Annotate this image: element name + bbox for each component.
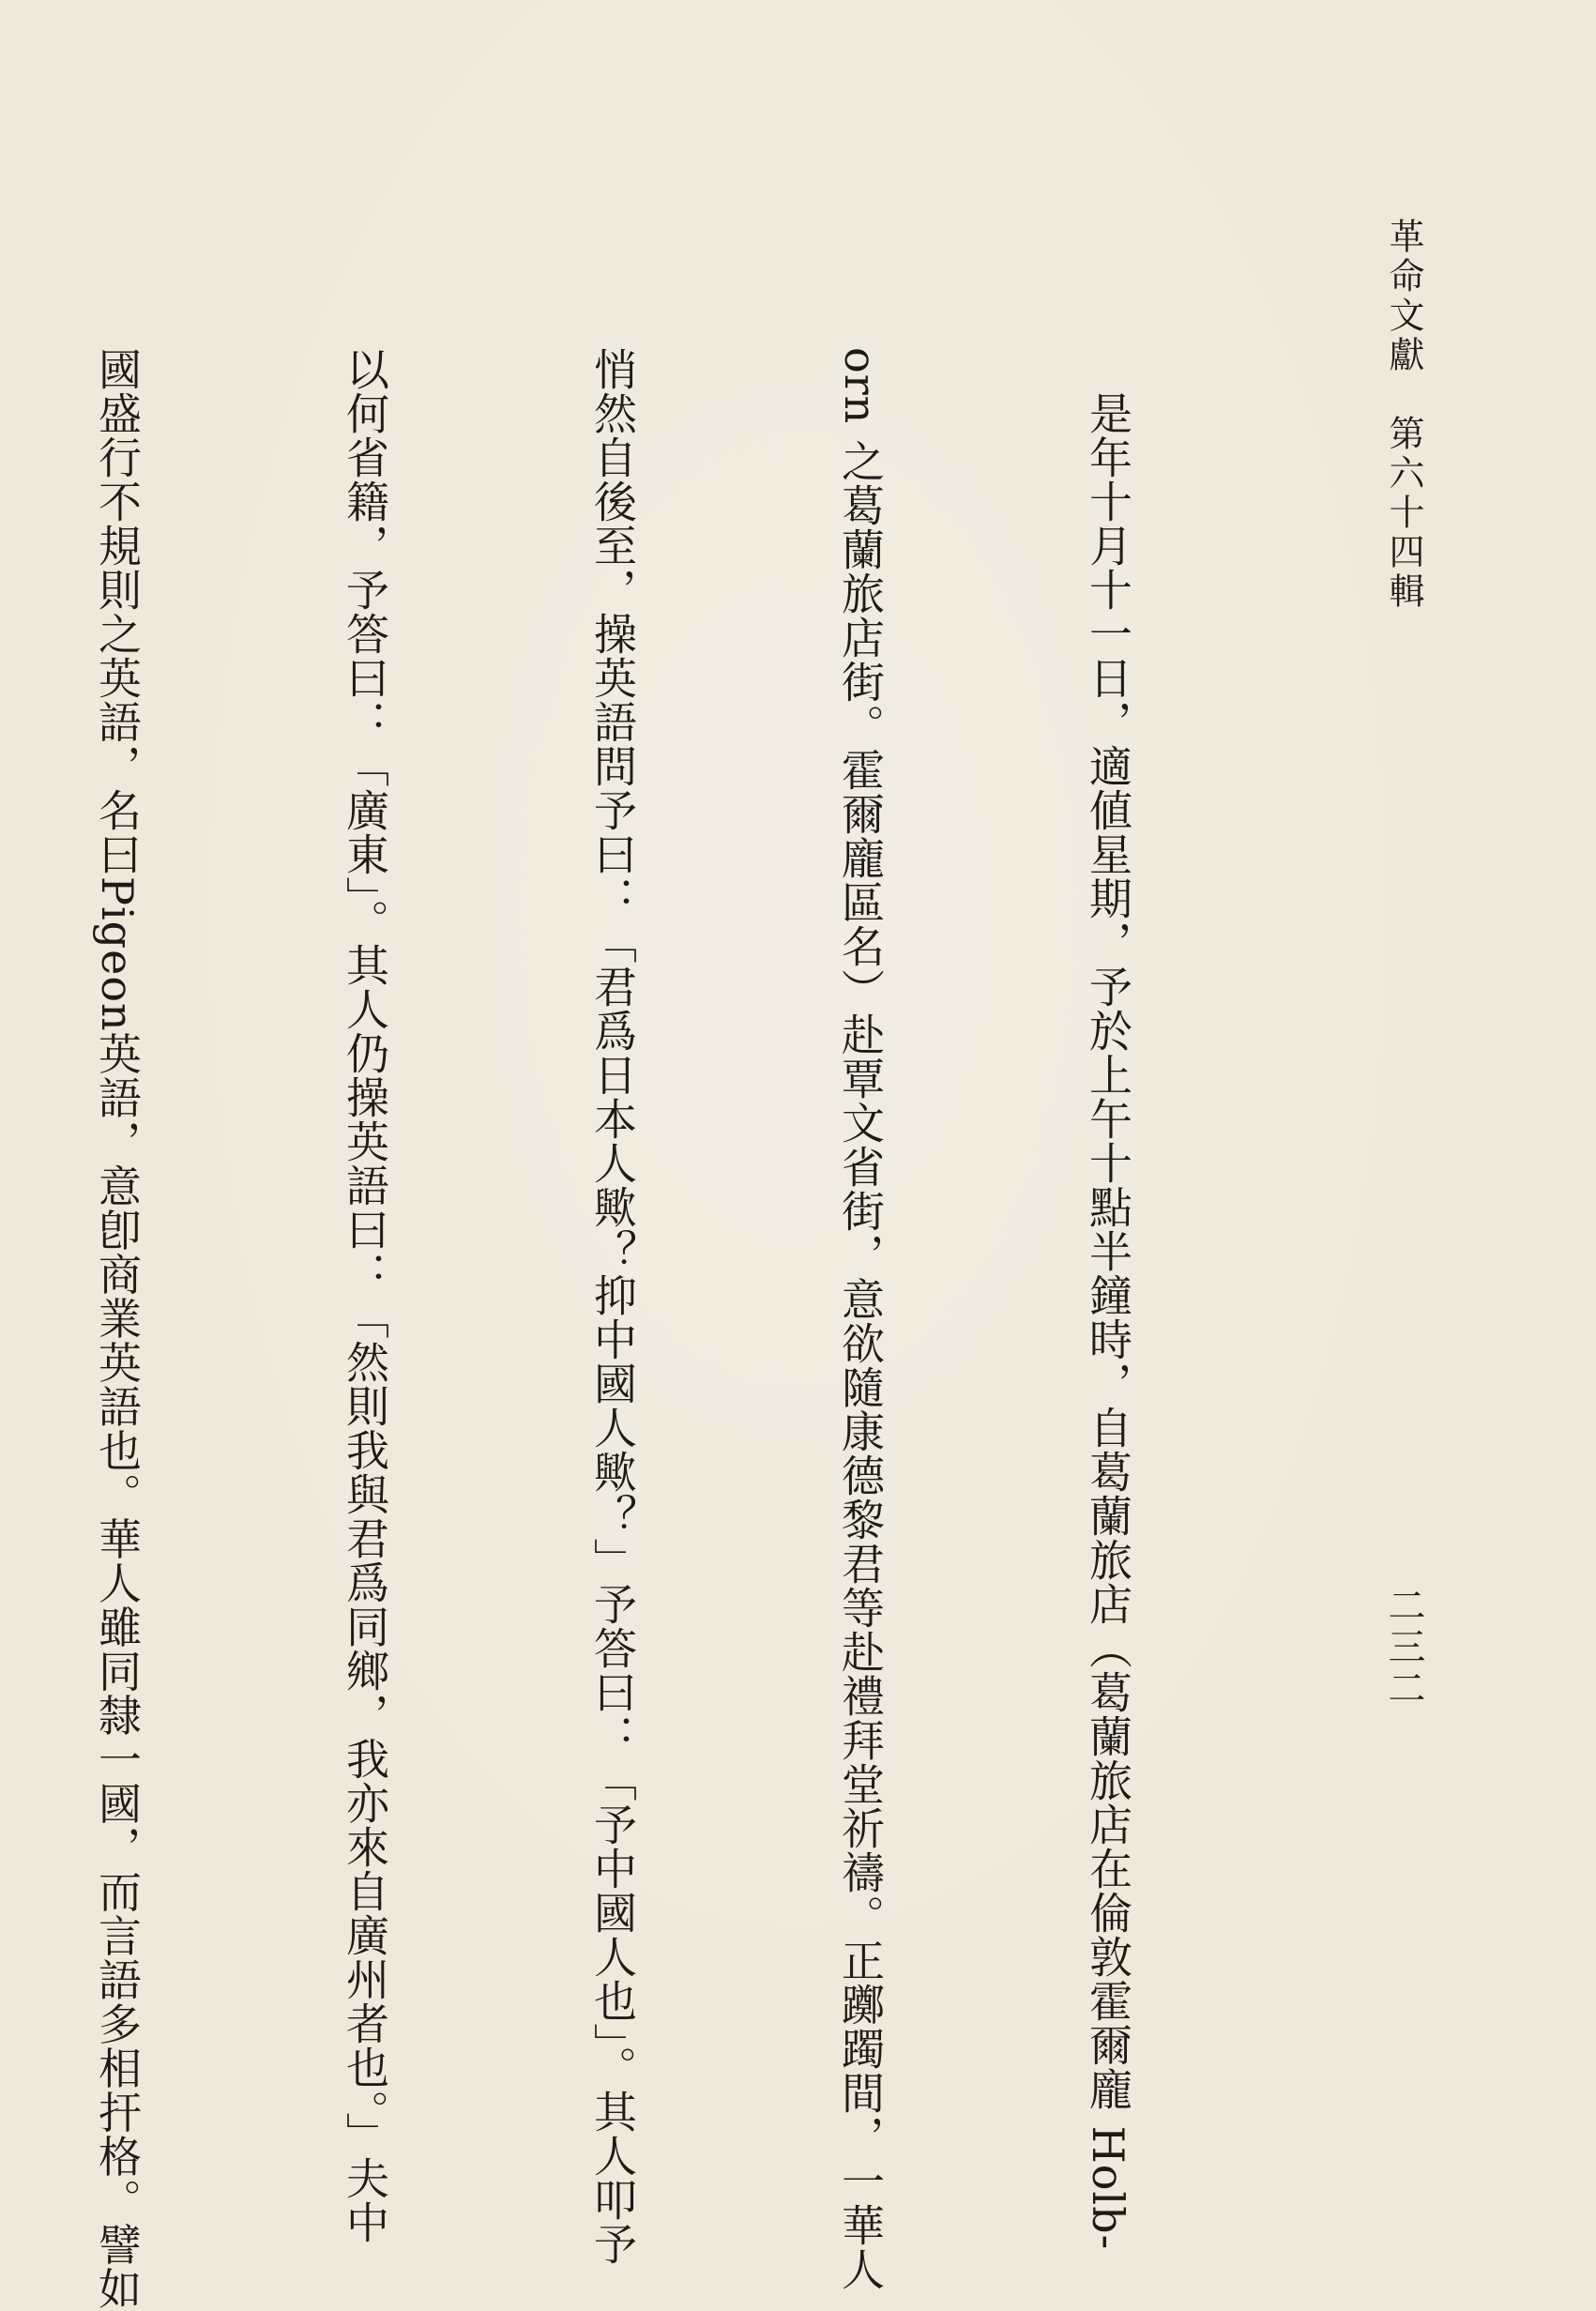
running-header-title: 革命文獻 第六十四輯 <box>1383 218 1424 612</box>
text-column: 悄然自後至，操英語問予曰：「君爲日本人歟？抑中國人歟？」予答曰：「予中國人也」。其人叩予 <box>587 347 638 2266</box>
text-column: 以何省籍，予答曰：「廣東」。其人仍操英語曰：「然則我與君爲同鄉，我亦來自廣州者也。」夫中 <box>340 347 390 2244</box>
text-column: 是年十月十一日，適値星期，予於上午十點半鐘時，自葛蘭旅店（葛蘭旅店在倫敦霍爾龐 Holb- <box>1083 347 1133 2251</box>
body-text <box>0 347 1315 2311</box>
text-column: 國盛行不規則之英語，名曰Pigeon英語，意卽商業英語也。華人雖同隸一國，而言語多相扞格。譬如 <box>92 347 143 2311</box>
page-number: 二三二 <box>1382 1586 1425 1710</box>
text-column: orn 之葛蘭旅店街。霍爾龐區名）赴覃文省街，意欲隨康德黎君等赴禮拜堂祈禱。正躑躅間，一華人 <box>835 347 886 2291</box>
